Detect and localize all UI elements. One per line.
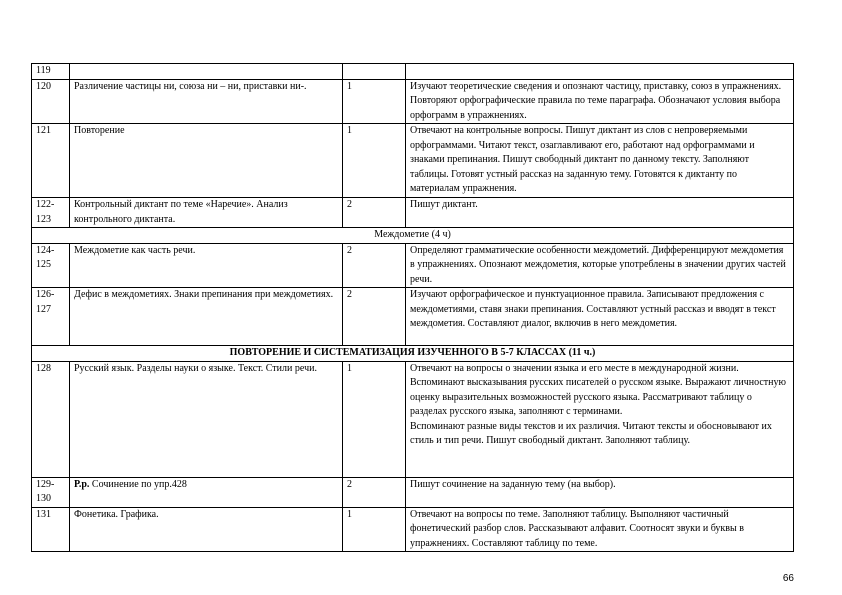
row-topic: Дефис в междометиях. Знаки препинания при междометиях. <box>70 288 343 346</box>
row-topic: Русский язык. Разделы науки о языке. Текст. Стили речи. <box>70 361 343 477</box>
section-row <box>32 228 794 244</box>
table-row <box>32 243 794 288</box>
topic-prefix: Р.р. <box>74 478 90 490</box>
row-number: 124-125 <box>32 243 70 288</box>
table-row <box>32 79 794 124</box>
table-row <box>32 124 794 198</box>
row-topic: Различение частицы ни, союза ни – ни, приставки ни-. <box>70 79 343 124</box>
row-activities <box>406 64 794 80</box>
row-number: 121 <box>32 124 70 198</box>
section-heading: Междометие (4 ч) <box>32 228 794 244</box>
row-activities: Определяют грамматические особенности междометий. Дифференцируют междометия в упражнениях. Опознают междометия, которые употреблены в значении других частей речи. <box>406 243 794 288</box>
section-row <box>32 346 794 362</box>
row-hours: 1 <box>343 124 406 198</box>
row-hours <box>343 64 406 80</box>
row-topic: Междометие как часть речи. <box>70 243 343 288</box>
row-topic <box>70 477 343 507</box>
table-row <box>32 198 794 228</box>
table-row <box>32 361 794 477</box>
row-hours: 2 <box>343 477 406 507</box>
row-activities: Изучают орфографическое и пунктуационное правила. Записывают предложения с междометиями, ставя знаки препинания. Составляют устный рассказ и вводят в текст междометия. Составляют диалог, включив в него междометия. <box>406 288 794 346</box>
row-activities: Отвечают на вопросы о значении языка и его месте в международной жизни. Вспоминают высказывания русских писателей о русском языке. Выражают личностную оценку выразительных возможностей русского языка. Рассматривают таблицу о разделах русского языка, заполняют с терминами. Вспоминают разные виды текстов и их различия. Читают тексты и обосновывают их стиль и тип речи. Пишут свободный диктант. Заполняют таблицу. <box>406 361 794 477</box>
row-topic: Фонетика. Графика. <box>70 507 343 552</box>
row-number: 128 <box>32 361 70 477</box>
row-topic <box>70 64 343 80</box>
topic-text: Сочинение по упр.428 <box>89 478 187 490</box>
row-number: 122-123 <box>32 198 70 228</box>
row-hours: 2 <box>343 288 406 346</box>
row-number: 126-127 <box>32 288 70 346</box>
curriculum-table <box>31 63 794 552</box>
row-hours: 1 <box>343 79 406 124</box>
row-topic: Повторение <box>70 124 343 198</box>
row-activities: Отвечают на контрольные вопросы. Пишут диктант из слов с непроверяемыми орфограммами. Читают текст, озаглавливают его, работают над орфограммами и знаками препинания. Пишут свободный диктант по данному тексту. Заполняют таблицы. Готовят устный рассказ на заданную тему. Готовятся к диктанту по материалам упражнения. <box>406 124 794 198</box>
row-number: 129-130 <box>32 477 70 507</box>
row-number: 120 <box>32 79 70 124</box>
row-hours: 1 <box>343 507 406 552</box>
table-row <box>32 507 794 552</box>
row-number: 131 <box>32 507 70 552</box>
row-number: 119 <box>32 64 70 80</box>
row-hours: 2 <box>343 198 406 228</box>
row-activities: Пишут сочинение на заданную тему (на выбор). <box>406 477 794 507</box>
row-hours: 2 <box>343 243 406 288</box>
row-activities: Отвечают на вопросы по теме. Заполняют таблицу. Выполняют частичный фонетический разбор слов. Рассказывают алфавит. Соотносят звуки и буквы в упражнениях. Составляют таблицу по теме. <box>406 507 794 552</box>
row-topic: Контрольный диктант по теме «Наречие». Анализ контрольного диктанта. <box>70 198 343 228</box>
row-activities: Изучают теоретические сведения и опознают частицу, приставку, союз в упражнениях. Повторяют орфографические правила по теме параграфа. Обозначают условия выбора орфограмм в упражнениях. <box>406 79 794 124</box>
page-number: 66 <box>782 573 794 584</box>
table-row <box>32 477 794 507</box>
section-heading: ПОВТОРЕНИЕ И СИСТЕМАТИЗАЦИЯ ИЗУЧЕННОГО В 5-7 КЛАССАХ (11 ч.) <box>32 346 794 362</box>
table-row <box>32 288 794 346</box>
row-hours: 1 <box>343 361 406 477</box>
row-activities: Пишут диктант. <box>406 198 794 228</box>
table-row <box>32 64 794 80</box>
